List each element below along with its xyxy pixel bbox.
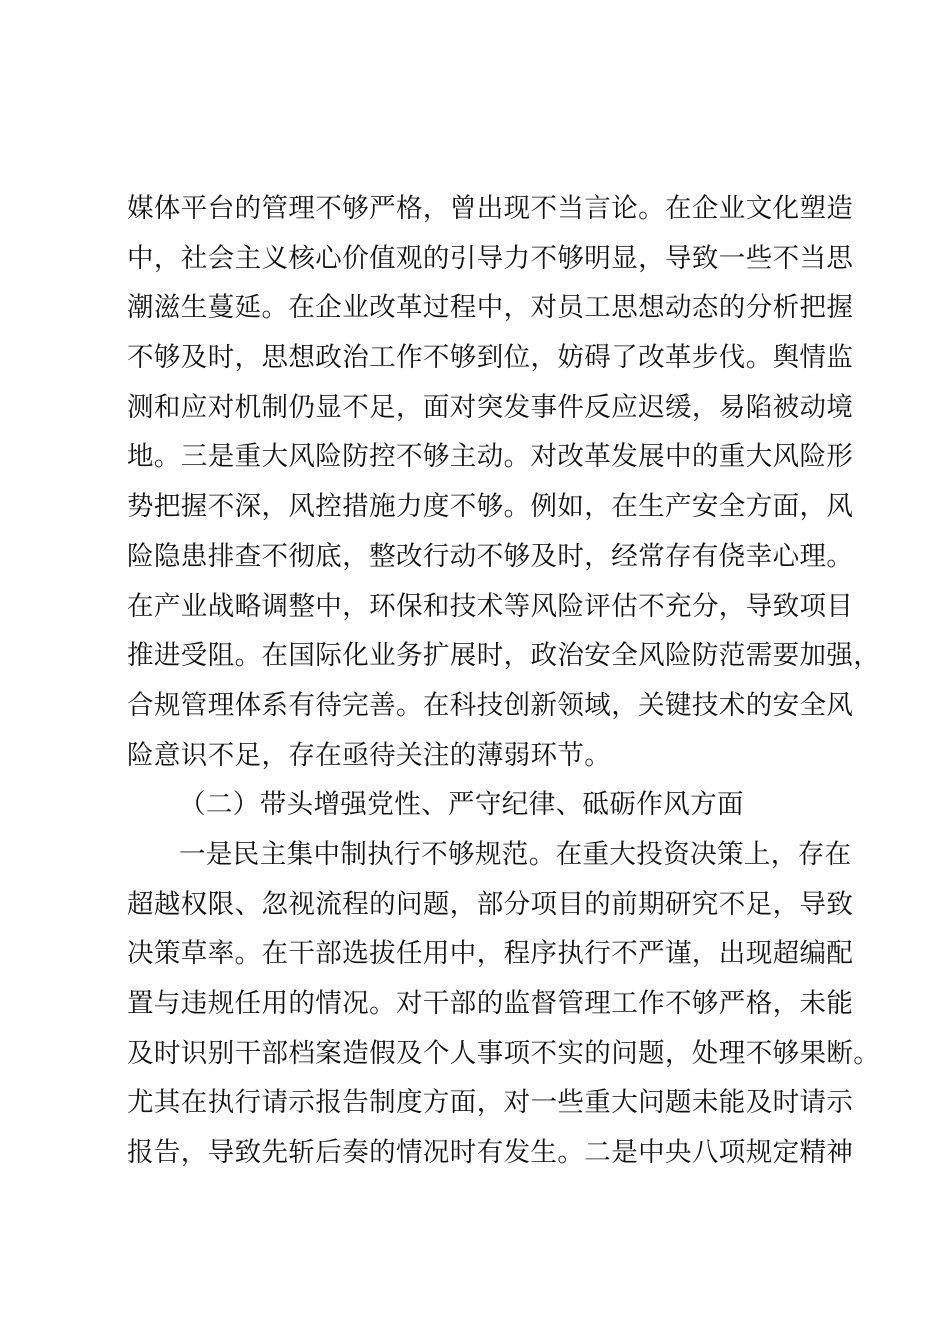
body-text [127,184,881,1178]
section-heading: （二）带头增强党性、严守纪律、砥砺作风方面 [179,789,744,821]
text-line: 潮滋生蔓延。在企业改革过程中，对员工思想动态的分析把握 [127,292,854,324]
text-line: 险意识不足，存在亟待关注的薄弱环节。 [127,739,612,771]
text-line: 险隐患排查不彻底，整改行动不够及时，经常存有侥幸心理。 [127,540,854,572]
text-line: 报告，导致先斩后奏的情况时有发生。二是中央八项规定精神 [127,1137,854,1169]
text-line: 不够及时，思想政治工作不够到位，妨碍了改革步伐。舆情监 [127,342,854,374]
text-line: 一是民主集中制执行不够规范。在重大投资决策上，存在 [179,838,852,870]
text-line: 及时识别干部档案造假及个人事项不实的问题，处理不够果断。 [127,1037,881,1069]
text-line: 决策草率。在干部选拔任用中，程序执行不严谨，出现超编配 [127,938,854,970]
text-line: 媒体平台的管理不够严格，曾出现不当言论。在企业文化塑造 [127,193,854,224]
text-line: 测和应对机制仍显不足，面对突发事件反应迟缓，易陷被动境 [127,391,854,423]
text-line: 置与违规任用的情况。对干部的监督管理工作不够严格，未能 [127,988,854,1019]
text-line: 合规管理体系有待完善。在科技创新领域，关键技术的安全风 [127,689,854,721]
text-line: 超越权限、忽视流程的问题，部分项目的前期研究不足，导致 [127,888,854,920]
text-line: 中，社会主义核心价值观的引导力不够明显，导致一些不当思 [127,242,854,274]
text-line: 地。三是重大风险防控不够主动。对改革发展中的重大风险形 [127,441,854,473]
text-line: 推进受阻。在国际化业务扩展时，政治安全风险防范需要加强， [127,640,881,672]
text-line: 势把握不深，风控措施力度不够。例如，在生产安全方面，风 [127,491,854,523]
text-line: 尤其在执行请示报告制度方面，对一些重大问题未能及时请示 [127,1087,854,1119]
text-line: 在产业战略调整中，环保和技术等风险评估不充分，导致项目 [127,590,854,622]
